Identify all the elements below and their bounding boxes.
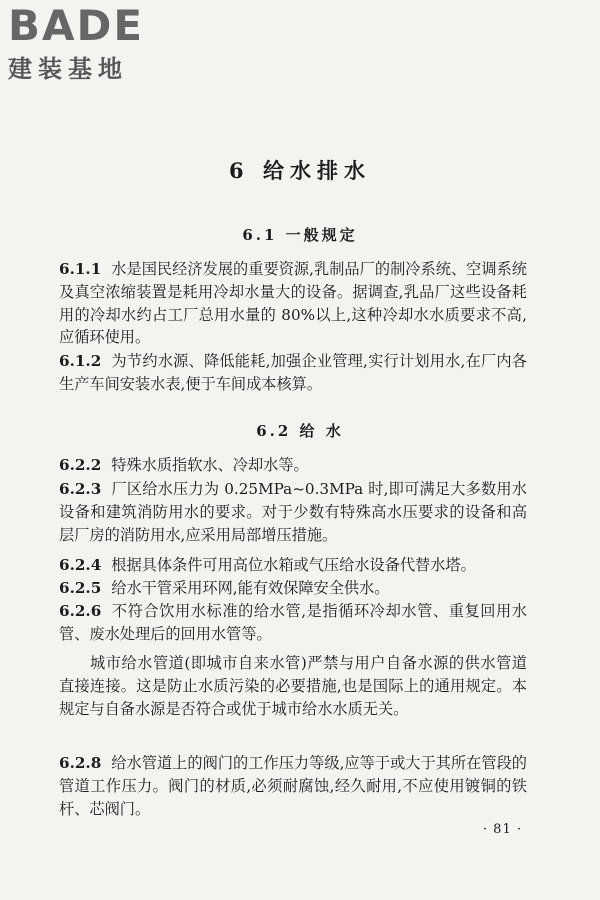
clause-6-2-8 [59, 752, 527, 820]
clause-paragraph-unnumbered [59, 652, 527, 720]
clause-number: 6.2.2 [59, 456, 102, 474]
chapter-title: 6 给水排水 [229, 158, 371, 183]
clause-6-2-4 [59, 554, 527, 577]
clause-text: 给水干管采用环网,能有效保障安全供水。 [111, 579, 390, 597]
clause-number: 6.2.5 [59, 579, 102, 597]
clause-text: 为节约水源、降低能耗,加强企业管理,实行计划用水,在厂内各生产车间安装水表,便于车间成本核算。 [59, 352, 527, 393]
clause-6-2-5 [59, 577, 527, 600]
page-number: · 81 · [482, 822, 522, 837]
clause-6-1-2 [59, 350, 527, 396]
clause-number: 6.2.6 [59, 602, 102, 620]
clause-number: 6.1.2 [59, 352, 102, 370]
clause-text: 根据具体条件可用高位水箱或气压给水设备代替水塔。 [111, 556, 476, 574]
clause-number: 6.2.3 [59, 480, 102, 498]
clause-text: 水是国民经济发展的重要资源,乳制品厂的制冷系统、空调系统及真空浓缩装置是耗用冷却水量大的设备。据调查,乳品厂这些设备耗用的冷却水约占工厂总用水量的 80%以上,这种冷却水水质要求不高,应循环使用。 [59, 260, 527, 347]
logo-wordmark: BADE [8, 1, 145, 50]
clause-number: 6.1.1 [59, 260, 102, 278]
clause-6-1-1 [59, 258, 527, 349]
section-title-6-2: 6.2 给 水 [256, 422, 344, 440]
clause-6-2-3 [59, 478, 527, 546]
clause-text: 给水管道上的阀门的工作压力等级,应等于或大于其所在管段的管道工作压力。阀门的材质,必须耐腐蚀,经久耐用,不应使用镀铜的铁杆、芯阀门。 [59, 754, 527, 818]
clause-6-2-2 [59, 454, 527, 477]
logo-subtitle: 建装基地 [8, 55, 128, 83]
clause-number: 6.2.8 [59, 754, 102, 772]
clause-number: 6.2.4 [59, 556, 102, 574]
section-title-6-1: 6.1 一般规定 [242, 226, 358, 244]
watermark-logo [8, 1, 178, 84]
clause-text: 特殊水质指软水、冷却水等。 [111, 456, 309, 474]
clause-text: 不符合饮用水标准的给水管,是指循环冷却水管、重复回用水管、废水处理后的回用水管等。 [59, 602, 527, 643]
clause-text: 城市给水管道(即城市自来水管)严禁与用户自备水源的供水管道直接连接。这是防止水质污染的必要措施,也是国际上的通用规定。本规定与自备水源是否符合或优于城市给水水质无关。 [59, 654, 527, 718]
clause-6-2-6 [59, 600, 527, 646]
clause-text: 厂区给水压力为 0.25MPa~0.3MPa 时,即可满足大多数用水设备和建筑消防用水的要求。对于少数有特殊高水压要求的设备和高层厂房的消防用水,应采用局部增压措施。 [59, 480, 527, 544]
